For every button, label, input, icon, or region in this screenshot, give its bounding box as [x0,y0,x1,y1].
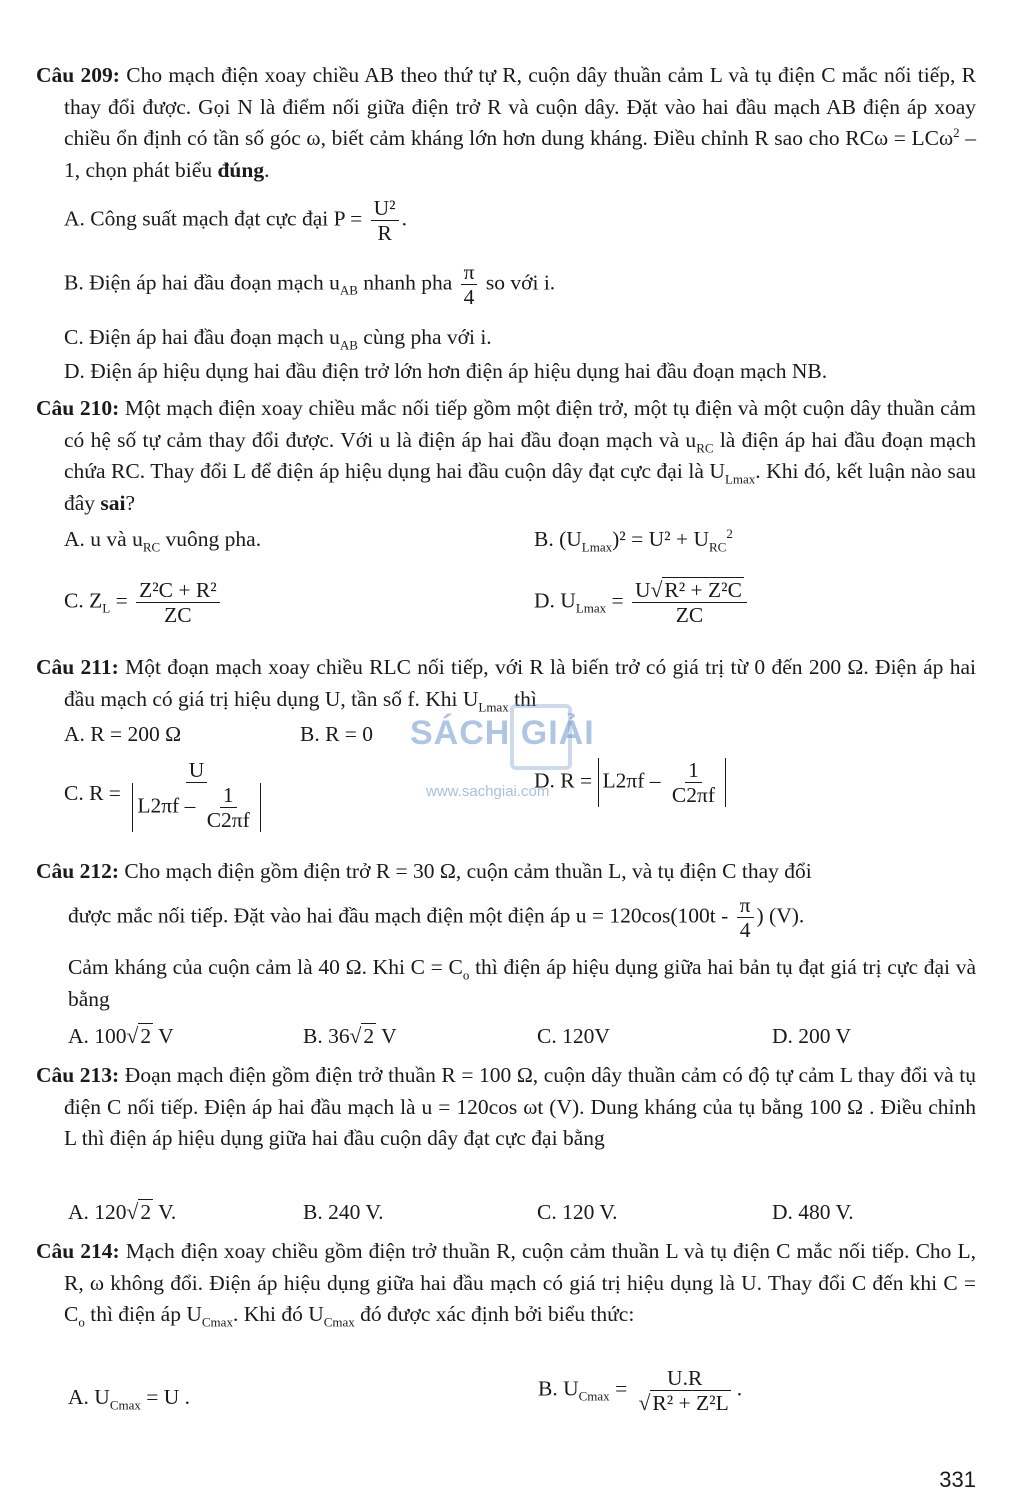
q213-option-b: B. 240 V. [303,1200,384,1224]
question-211-label: Câu 211: [36,655,119,679]
page-number: 331 [939,1467,976,1492]
q211-option-b: B. R = 0 [300,722,374,746]
question-209-label: Câu 209: [36,63,120,87]
q214-option-b: B. $U_{Cmax}$ = $\frac{U.R}{\text{√R² + Z²L}}$ . [538,1366,743,1415]
q210-option-a: A. u và $u_{RC}$ vuông pha. [64,527,262,555]
q214-option-a: A. $U_{Cmax} = U$ . [68,1385,191,1413]
q209-option-d: D. Điện áp hiệu dụng hai đầu điện trở lớn hơn điện áp hiệu dụng hai đầu đoạn mạch NB. [64,359,828,383]
sqrt-symbol: √2 [349,1024,375,1048]
q211-option-a: A. R = 200 Ω [64,722,182,746]
question-214-stem: Câu 214: Mạch điện xoay chiều gồm điện trở thuần R, cuộn cảm thuần L và tụ điện C mắc nối tiếp. Cho L, R, ω không đổi. Điện áp hiệu dụng giữa hai đầu mạch có giá trị hiệu dụng là U. Thay đổi C đến khi $C = C_o$ thì điện áp $U_{Cmax}$. Khi đó $U_{Cmax}$ đó được xác định bởi biểu thức: [36,1239,977,1330]
sqrt-symbol: √2 [126,1024,152,1048]
q209-option-b: B. Điện áp hai đầu đoạn mạch $u_{AB}$ nhanh pha $\frac{\pi}{4}$ so với i. [64,260,556,309]
sqrt-symbol: √2 [126,1200,152,1224]
power-fraction: $\frac{\text{U²}}{R}$ [371,196,399,245]
q211-option-d: D. R = L2πf – $\frac{1}{C2\pi f}$ [534,758,726,807]
q212-option-a: A. 100√2 V [68,1021,174,1053]
pi-over-4-fraction: $\frac{\pi}{4}$ [737,893,754,942]
abs-value: L2πf – $\frac{1}{C2\pi f}$ [132,783,261,832]
question-211-stem: Câu 211: Một đoạn mạch xoay chiều RLC nối tiếp, với R là biến trở có giá trị từ 0 đến 200 Ω. Điện áp hai đầu mạch có giá trị hiệu dụng U, tần số f. Khi $U_{Lmax}$ thì [36,655,977,714]
sqrt-symbol: √R² + Z²C [650,578,742,602]
ulmax-fraction: $\frac{\text{U√R² + Z²C}}{ZC}$ [632,578,747,627]
q213-option-d: D. 480 V. [772,1200,854,1224]
ucmax-fraction: $\frac{U.R}{\text{√R² + Z²L}}$ [638,1366,729,1415]
q210-option-c: C. $Z_L$ = $\frac{\text{Z²C + R²}}{ZC}$ [64,578,223,627]
r-fraction: U L2πf – $\frac{1}{C2\pi f}$ [129,758,264,832]
question-209 [36,60,976,186]
question-211 [36,652,976,715]
q209-option-c: C. Điện áp hai đầu đoạn mạch $u_{AB}$ cùng pha với i. [64,325,492,353]
question-210-stem: Câu 210: Một mạch điện xoay chiều mắc nối tiếp gồm một điện trở, một tụ điện và một cuộn dây thuần cảm có hệ số tự cảm thay đổi được. Với u là điện áp hai đầu đoạn mạch và $u_{RC}$ là điện áp hai đầu đoạn mạch chứa RC. Thay đổi L để điện áp hiệu dụng hai đầu cuộn dây đạt cực đại là $U_{Lmax}$. Khi đó, kết luận nào sau đây sai? [36,396,976,515]
q213-option-a: A. 120√2 V. [68,1197,176,1229]
q212-option-d: D. 200 V [772,1024,852,1048]
q212-option-b: B. 36√2 V [303,1021,397,1053]
question-212 [36,856,976,888]
pi-over-4-fraction: $\frac{\pi}{4}$ [461,260,478,309]
question-212-stem-rest: Cảm kháng của cuộn cảm là 40 Ω. Khi $C = C_o$ thì điện áp hiệu dụng giữa hai bản tụ đạt giá trị cực đại và bằng [68,955,976,1011]
question-209-stem: Câu 209: Cho mạch điện xoay chiều AB theo thứ tự R, cuộn dây thuần cảm L và tụ điện C mắc nối tiếp, R thay đổi được. Gọi N là điểm nối giữa điện trở R và cuộn dây. Đặt vào hai đầu mạch AB điện áp xoay chiều ổn định có tần số góc ω, biết cảm kháng lớn hơn dung kháng. Điều chỉnh R sao cho RCω = LCω$^2$ – 1, chọn phát biểu đúng. [36,63,977,182]
question-213 [36,1060,976,1155]
question-210-label: Câu 210: [36,396,120,420]
zl-fraction: $\frac{\text{Z²C + R²}}{ZC}$ [136,578,220,627]
question-212-stem-line1: Câu 212: Cho mạch điện gồm điện trở R = 30 Ω, cuộn cảm thuần L, và tụ điện C thay đổi [36,859,812,883]
question-213-stem: Câu 213: Đoạn mạch điện gồm điện trở thuần R = 100 Ω, cuộn dây thuần cảm có độ tự cảm L thay đổi và tụ điện C nối tiếp. Điện áp hai đầu mạch là u = 120cos ωt (V). Dung kháng của tụ bằng 100 Ω . Điều chỉnh L thì điện áp hiệu dụng giữa hai đầu cuộn dây đạt cực đại bằng [36,1063,977,1150]
q213-option-c: C. 120 V. [537,1200,618,1224]
question-213-label: Câu 213: [36,1063,120,1087]
q209-option-a: A. Công suất mạch đạt cực đại P = $\frac{\text{U²}}{R}$ . [64,196,407,245]
watermark-url: www.sachgiai.com [426,783,550,800]
sqrt-symbol: √R² + Z²L [638,1391,729,1415]
q210-option-b: B. $(U_{Lmax})^2 = U^2 + U_{RC}^2$ [534,525,733,555]
question-212-stem-line2: được mắc nối tiếp. Đặt vào hai đầu mạch điện một điện áp u = 120cos(100t - $\frac{\pi}{4}$ ) (V). [68,893,805,942]
q211-option-c: C. R = U L2πf – $\frac{1}{C2\pi f}$ [64,758,267,832]
question-214-label: Câu 214: [36,1239,120,1263]
abs-value: L2πf – $\frac{1}{C2\pi f}$ [598,758,727,807]
q210-option-d: D. $U_{Lmax}$ = $\frac{\text{U√R² + Z²C}}{ZC}$ [534,578,750,627]
question-210 [36,393,976,519]
watermark-brand: SÁCH GIẢI [410,714,595,752]
q212-option-c: C. 120V [537,1024,610,1048]
question-214 [36,1236,976,1331]
question-212-label: Câu 212: [36,859,120,883]
